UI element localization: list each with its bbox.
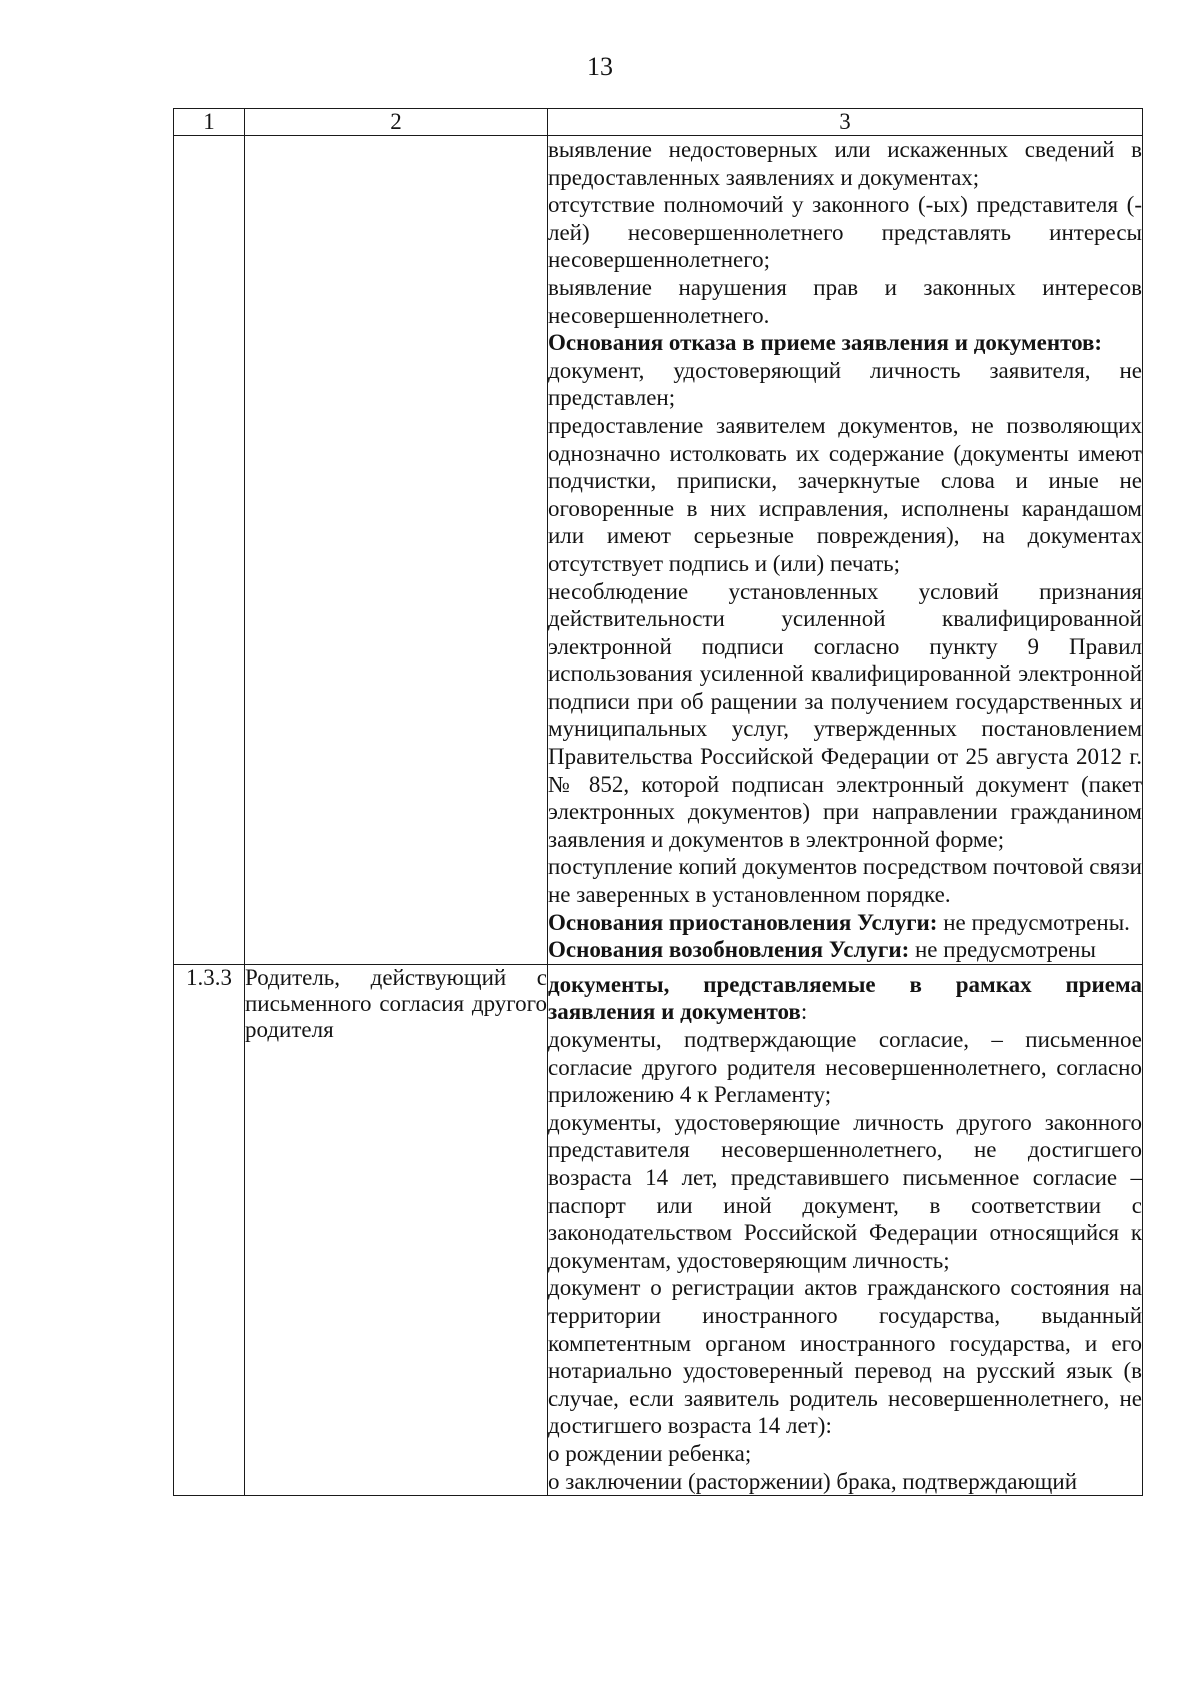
paragraph: о рождении ребенка; [548, 1440, 752, 1466]
header-col-1: 1 [174, 109, 245, 136]
suspension-basis [548, 909, 1142, 937]
table-header-row [174, 109, 1143, 136]
document-table [173, 108, 1143, 1496]
paragraph: несоблюдение установленных условий признания действительности усиленной квалифицированной электронной подписи согласно пункту 9 Правил использования усиленной квалифицированной электронной подписи при об ращении за получением государственных и муниципальных услуг, утвержденных постановлением Правительства Российской Федерации от 25 августа 2012 г. № 852, которой подписан электронный документ (пакет электронных документов) при направлении гражданином заявления и документов в электронной форме; [548, 578, 1142, 852]
paragraph: о заключении (расторжении) брака, подтверждающий [548, 1468, 1077, 1494]
applicant-category: Родитель, действующий с письменного согласия другого родителя [245, 964, 547, 1042]
paragraph: документ о регистрации актов гражданского состояния на территории иностранного государства, выданный компетентным органом иностранного государства, и его нотариально удостоверенный перевод на русский язык (в случае, если заявитель родитель несовершеннолетнего, не достигшего возраста 14 лет): [548, 1275, 1142, 1439]
paragraph: документы, удостоверяющие личность другого законного представителя несовершеннолетнего, не достигшего возраста 14 лет, представившего письменное согласие – паспорт или иной документ, в соответствии с законодательством Российской Федерации относящийся к документам, удостоверяющим личность; [548, 1109, 1142, 1273]
row1-col2 [245, 136, 548, 965]
resumption-heading: Основания возобновления Услуги: [548, 937, 910, 963]
documents-heading-colon: : [800, 999, 808, 1025]
resumption-basis [548, 936, 1142, 964]
row2-col1: 1.3.3 [174, 964, 245, 1495]
table-row [174, 136, 1143, 965]
paragraph: отсутствие полномочий у законного (-ых) представителя (-лей) несовершеннолетнего представлять интересы несовершеннолетнего; [548, 192, 1142, 273]
documents-heading: документы, представляемые в рамках приема заявления и документов [548, 971, 1142, 1025]
row1-col1 [174, 136, 245, 965]
suspension-heading: Основания приостановления Услуги: [548, 909, 938, 935]
paragraph: документы, подтверждающие согласие, – письменное согласие другого родителя несовершеннолетнего, согласно приложению 4 к Регламенту; [548, 1027, 1142, 1108]
resumption-text: не предусмотрены [909, 937, 1096, 963]
paragraph: выявление недостоверных или искаженных сведений в предоставленных заявлениях и документах; [548, 137, 1142, 190]
section-heading [548, 971, 1142, 1026]
paragraph: поступление копий документов посредством почтовой связи не заверенных в установленном порядке. [548, 854, 1142, 908]
table-row [174, 964, 1143, 1495]
paragraph: документ, удостоверяющий личность заявителя, не представлен; [548, 357, 1142, 411]
paragraph: выявление нарушения прав и законных интересов несовершеннолетнего. [548, 274, 1142, 328]
suspension-text: не предусмотрены. [937, 909, 1130, 935]
header-col-2: 2 [245, 109, 548, 136]
paragraph: предоставление заявителем документов, не позволяющих однозначно истолковать их содержание (документы имеют подчистки, приписки, зачеркнутые слова и иные не оговоренные в них исправления, исполнены карандашом или имеют серьезные повреждения), на документах отсутствует подпись и (или) печать; [548, 412, 1142, 576]
row2-col3 [548, 964, 1143, 1495]
row1-col3 [548, 136, 1143, 965]
header-col-3: 3 [548, 109, 1143, 136]
section-heading: Основания отказа в приеме заявления и документов: [548, 330, 1103, 356]
page-number: 13 [587, 52, 613, 81]
row2-col2 [245, 964, 548, 1495]
